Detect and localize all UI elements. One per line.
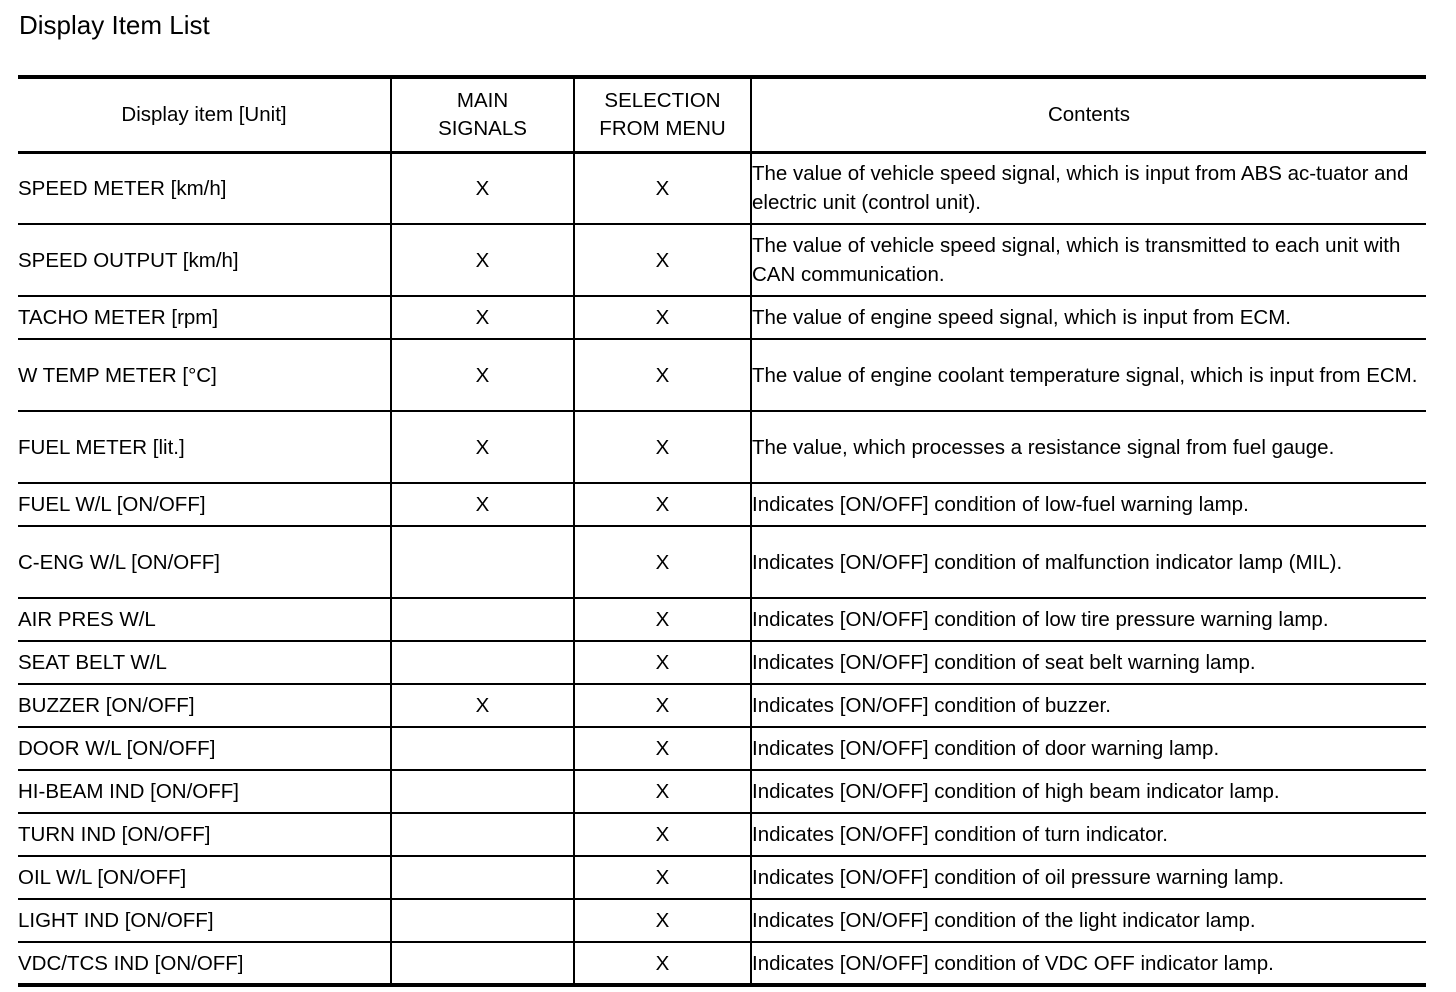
main-signals-cell: X xyxy=(391,411,574,483)
item-cell: SPEED OUTPUT [km/h] xyxy=(18,224,391,296)
selection-cell: X xyxy=(574,483,751,526)
table-row xyxy=(18,598,1426,641)
selection-cell: X xyxy=(574,224,751,296)
item-cell: W TEMP METER [°C] xyxy=(18,339,391,411)
main-signals-cell xyxy=(391,942,574,985)
selection-cell: X xyxy=(574,684,751,727)
main-signals-cell: X xyxy=(391,152,574,224)
contents-cell: Indicates [ON/OFF] condition of oil pressure warning lamp. xyxy=(751,856,1426,899)
table-row xyxy=(18,641,1426,684)
item-cell: FUEL METER [lit.] xyxy=(18,411,391,483)
page-title: Display Item List xyxy=(19,10,210,40)
main-signals-cell xyxy=(391,526,574,598)
contents-cell: The value, which processes a resistance signal from fuel gauge. xyxy=(751,411,1426,483)
table-row xyxy=(18,483,1426,526)
header-selection-line2: FROM MENU xyxy=(599,116,726,140)
item-cell: C-ENG W/L [ON/OFF] xyxy=(18,526,391,598)
selection-cell: X xyxy=(574,727,751,770)
main-signals-cell: X xyxy=(391,483,574,526)
item-cell: SEAT BELT W/L xyxy=(18,641,391,684)
main-signals-cell xyxy=(391,813,574,856)
selection-cell: X xyxy=(574,899,751,942)
header-selection-line1: SELECTION xyxy=(604,88,721,112)
table-row xyxy=(18,856,1426,899)
header-main-signals-line1: MAIN xyxy=(456,88,509,112)
item-cell: DOOR W/L [ON/OFF] xyxy=(18,727,391,770)
contents-cell: Indicates [ON/OFF] condition of buzzer. xyxy=(751,684,1426,727)
contents-cell: The value of vehicle speed signal, which is transmitted to each unit with CAN communication. xyxy=(751,224,1426,296)
table-row xyxy=(18,684,1426,727)
selection-cell: X xyxy=(574,339,751,411)
contents-cell: Indicates [ON/OFF] condition of seat belt warning lamp. xyxy=(751,641,1426,684)
table-row xyxy=(18,899,1426,942)
table-row xyxy=(18,727,1426,770)
table-row xyxy=(18,526,1426,598)
item-cell: VDC/TCS IND [ON/OFF] xyxy=(18,942,391,985)
table-row xyxy=(18,942,1426,985)
contents-cell: Indicates [ON/OFF] condition of the light indicator lamp. xyxy=(751,899,1426,942)
selection-cell: X xyxy=(574,641,751,684)
main-signals-cell xyxy=(391,598,574,641)
display-item-table xyxy=(18,75,1426,987)
table-row xyxy=(18,813,1426,856)
main-signals-cell: X xyxy=(391,339,574,411)
contents-cell: The value of vehicle speed signal, which is input from ABS ac-tuator and electric unit (control unit). xyxy=(751,152,1426,224)
contents-cell: Indicates [ON/OFF] condition of turn indicator. xyxy=(751,813,1426,856)
contents-cell: The value of engine coolant temperature signal, which is input from ECM. xyxy=(751,339,1426,411)
header-main-signals xyxy=(391,77,574,152)
contents-cell: Indicates [ON/OFF] condition of malfunction indicator lamp (MIL). xyxy=(751,526,1426,598)
header-selection-from-menu xyxy=(574,77,751,152)
selection-cell: X xyxy=(574,813,751,856)
table-row xyxy=(18,411,1426,483)
table-row xyxy=(18,770,1426,813)
table-row xyxy=(18,152,1426,224)
table-row xyxy=(18,339,1426,411)
contents-cell: The value of engine speed signal, which is input from ECM. xyxy=(751,296,1426,339)
main-signals-cell xyxy=(391,727,574,770)
item-cell: OIL W/L [ON/OFF] xyxy=(18,856,391,899)
item-cell: SPEED METER [km/h] xyxy=(18,152,391,224)
selection-cell: X xyxy=(574,770,751,813)
table-header-row xyxy=(18,77,1426,152)
header-display-item: Display item [Unit] xyxy=(18,77,391,152)
item-cell: FUEL W/L [ON/OFF] xyxy=(18,483,391,526)
item-cell: TACHO METER [rpm] xyxy=(18,296,391,339)
item-cell: AIR PRES W/L xyxy=(18,598,391,641)
main-signals-cell xyxy=(391,856,574,899)
item-cell: BUZZER [ON/OFF] xyxy=(18,684,391,727)
item-cell: TURN IND [ON/OFF] xyxy=(18,813,391,856)
main-signals-cell xyxy=(391,641,574,684)
main-signals-cell: X xyxy=(391,684,574,727)
main-signals-cell: X xyxy=(391,296,574,339)
header-contents: Contents xyxy=(751,77,1426,152)
selection-cell: X xyxy=(574,152,751,224)
main-signals-cell xyxy=(391,770,574,813)
main-signals-cell xyxy=(391,899,574,942)
selection-cell: X xyxy=(574,411,751,483)
selection-cell: X xyxy=(574,296,751,339)
contents-cell: Indicates [ON/OFF] condition of low tire pressure warning lamp. xyxy=(751,598,1426,641)
contents-cell: Indicates [ON/OFF] condition of door warning lamp. xyxy=(751,727,1426,770)
contents-cell: Indicates [ON/OFF] condition of low-fuel warning lamp. xyxy=(751,483,1426,526)
selection-cell: X xyxy=(574,598,751,641)
table-row xyxy=(18,296,1426,339)
contents-cell: Indicates [ON/OFF] condition of high beam indicator lamp. xyxy=(751,770,1426,813)
selection-cell: X xyxy=(574,526,751,598)
main-signals-cell: X xyxy=(391,224,574,296)
selection-cell: X xyxy=(574,856,751,899)
contents-cell: Indicates [ON/OFF] condition of VDC OFF indicator lamp. xyxy=(751,942,1426,985)
table-row xyxy=(18,224,1426,296)
item-cell: HI-BEAM IND [ON/OFF] xyxy=(18,770,391,813)
header-main-signals-line2: SIGNALS xyxy=(438,116,527,140)
item-cell: LIGHT IND [ON/OFF] xyxy=(18,899,391,942)
selection-cell: X xyxy=(574,942,751,985)
